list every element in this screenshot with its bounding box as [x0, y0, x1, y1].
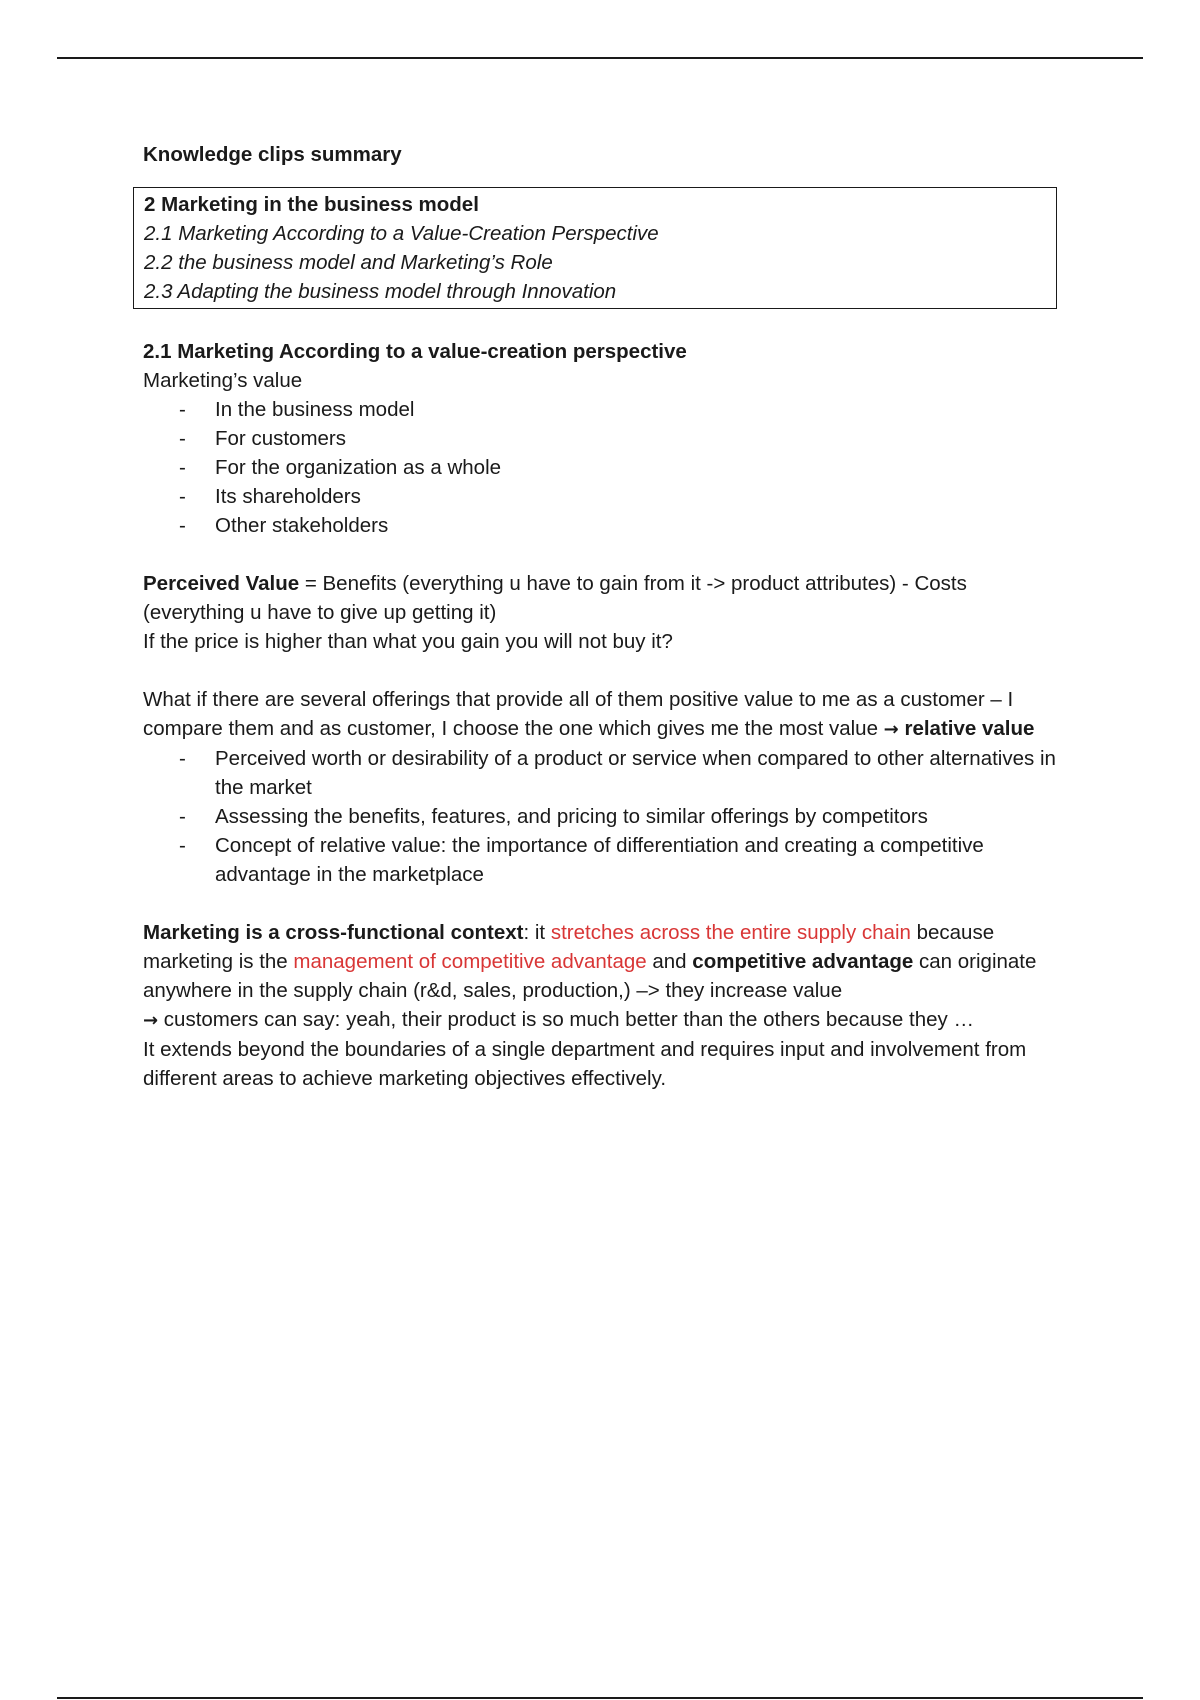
list-item-text: Perceived worth or desirability of a product or service when compared to other alternatives in the market	[215, 747, 1056, 799]
toc-item: 2.3 Adapting the business model through Innovation	[144, 280, 617, 303]
relative-value-list	[143, 744, 1073, 889]
dash-bullet: -	[179, 834, 186, 857]
list-item-text: For the organization as a whole	[215, 456, 502, 479]
customers-line	[143, 1005, 1073, 1035]
spacer	[143, 540, 1073, 569]
top-rule	[57, 57, 1143, 59]
dash-bullet: -	[179, 514, 186, 537]
document-page	[143, 140, 1073, 1093]
dash-bullet: -	[179, 456, 186, 479]
perceived-value-question: If the price is higher than what you gain you will not buy it?	[143, 630, 673, 653]
list-item-text: For customers	[215, 427, 346, 450]
cross-functional-term: Marketing is a cross-functional context	[143, 921, 524, 944]
cross-functional-paragraph	[143, 918, 1073, 1005]
perceived-value-paragraph	[143, 569, 1073, 627]
toc-title: 2 Marketing in the business model	[144, 193, 479, 216]
paragraph-text: customers can say: yeah, their product is so much better than the others because they …	[158, 1008, 974, 1031]
document-title: Knowledge clips summary	[143, 143, 402, 166]
spacer	[143, 889, 1073, 918]
list-item	[143, 482, 1073, 511]
list-item-text: Other stakeholders	[215, 514, 389, 537]
list-item	[143, 453, 1073, 482]
dash-bullet: -	[179, 805, 186, 828]
dash-bullet: -	[179, 398, 186, 421]
dash-bullet: -	[179, 485, 186, 508]
relative-value-term: relative value	[904, 717, 1035, 740]
toc-box	[133, 187, 1057, 309]
highlight-competitive-advantage: management of competitive advantage	[293, 950, 647, 973]
paragraph-text: : it	[523, 921, 551, 944]
spacer	[143, 656, 1073, 685]
toc-item: 2.1 Marketing According to a Value-Creation Perspective	[144, 222, 659, 245]
right-arrow-icon: →	[143, 1010, 159, 1031]
section-intro: Marketing’s value	[143, 369, 303, 392]
list-item	[143, 424, 1073, 453]
competitive-advantage-term: competitive advantage	[692, 950, 914, 973]
list-item	[143, 395, 1073, 424]
list-item-text: Its shareholders	[215, 485, 361, 508]
bottom-rule	[57, 1697, 1143, 1699]
list-item	[143, 831, 1073, 889]
relative-value-text: What if there are several offerings that provide all of them positive value to me as a customer – I compare them and as customer, I choose the one which gives me the most value	[143, 688, 1014, 740]
highlight-supply-chain: stretches across the entire supply chain	[550, 921, 911, 944]
relative-value-paragraph	[143, 685, 1073, 744]
perceived-value-term: Perceived Value	[143, 572, 300, 595]
paragraph-text: because marketing is the	[143, 921, 995, 973]
list-item-text: Concept of relative value: the importance of differentiation and creating a competitive advantage in the marketplace	[215, 834, 984, 886]
dash-bullet: -	[179, 747, 186, 770]
right-arrow-icon: →	[883, 719, 899, 740]
list-item	[143, 744, 1073, 802]
list-item-text: In the business model	[215, 398, 415, 421]
dash-bullet: -	[179, 427, 186, 450]
list-item	[143, 511, 1073, 540]
department-paragraph: It extends beyond the boundaries of a single department and requires input and involvement from different areas to achieve marketing objectives effectively.	[143, 1038, 1027, 1090]
paragraph-text: can originate anywhere in the supply chain (r&d, sales, production,) –> they increase value	[143, 950, 1037, 1002]
perceived-value-definition: = Benefits (everything u have to gain from it -> product attributes) - Costs (everything u have to give up getting it)	[143, 572, 967, 624]
section-heading: 2.1 Marketing According to a value-creation perspective	[143, 340, 687, 363]
list-item	[143, 802, 1073, 831]
toc-item: 2.2 the business model and Marketing’s Role	[144, 251, 553, 274]
list-item-text: Assessing the benefits, features, and pricing to similar offerings by competitors	[215, 805, 928, 828]
paragraph-text: and	[646, 950, 693, 973]
value-list	[143, 395, 1073, 540]
